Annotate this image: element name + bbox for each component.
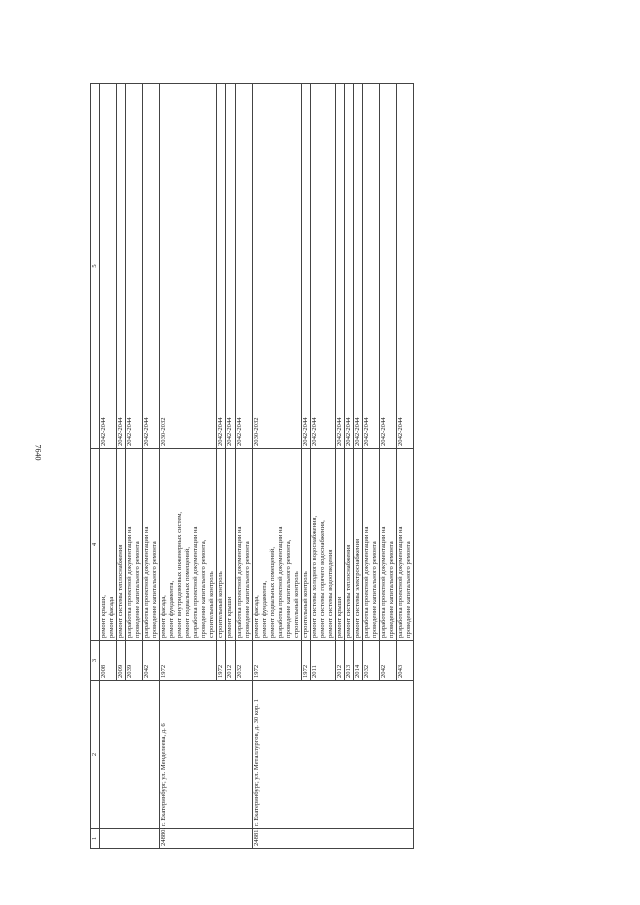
planned-period: 2042-2044 <box>353 84 362 449</box>
work-line: ремонт системы электроснабжения <box>353 538 361 638</box>
work-types <box>217 449 226 641</box>
work-line: проведение капитального ремонта <box>134 541 142 638</box>
work-line: строительный контроль <box>292 571 300 638</box>
work-line: проведение капитального ремонта <box>371 541 378 638</box>
planned-period: 2042-2044 <box>380 84 397 449</box>
work-line: разработка проектной документации на <box>143 526 151 638</box>
work-line: строительный контроль <box>208 571 216 638</box>
planned-period: 2030-2032 <box>252 84 301 449</box>
work-types <box>310 449 335 641</box>
work-types <box>143 449 160 641</box>
work-line: разработка проектной документации на <box>276 526 284 638</box>
construction-year: 2012 <box>226 641 235 681</box>
work-line: ремонт фундамента, <box>260 580 268 638</box>
table-row <box>160 84 217 849</box>
repair-schedule-table <box>90 83 414 849</box>
construction-year: 1972 <box>160 641 217 681</box>
construction-year: 2039 <box>126 641 143 681</box>
work-line: строительный контроль <box>301 571 309 638</box>
construction-year: 2013 <box>344 641 353 681</box>
planned-period: 2042-2044 <box>126 84 143 449</box>
construction-year: 2008 <box>100 641 117 681</box>
work-types <box>160 449 217 641</box>
entry-address: г. Екатеринбург, ул. Менделеева, д. 6 <box>160 681 252 829</box>
construction-year: 2043 <box>397 641 414 681</box>
work-line: проведение капитального ремонта <box>151 541 159 638</box>
work-line: проведение капитального ремонта <box>405 541 413 638</box>
header-col-4: 4 <box>91 449 100 641</box>
table-row <box>100 84 117 849</box>
work-line: разработка проектной документации на <box>397 526 405 638</box>
work-line: разработка проектной документации на <box>235 526 243 638</box>
entry-number: 24881. <box>252 829 414 849</box>
work-line: ремонт подвальных помещений, <box>184 547 192 638</box>
work-line: ремонт внутридомовых инженерных систем, <box>176 511 184 638</box>
planned-period: 2042-2044 <box>397 84 414 449</box>
work-types <box>344 449 353 641</box>
construction-year: 1972 <box>217 641 226 681</box>
header-col-3: 3 <box>91 641 100 681</box>
header-col-1: 1 <box>91 829 100 849</box>
work-types <box>126 449 143 641</box>
planned-period: 2042-2044 <box>301 84 310 449</box>
work-line: разработка проектной документации на <box>380 526 388 638</box>
work-types <box>226 449 235 641</box>
entry-number <box>100 829 160 849</box>
work-line: разработка проектной документации на <box>192 526 200 638</box>
planned-period: 2042-2044 <box>235 84 252 449</box>
table-header-row <box>91 84 100 849</box>
entry-address <box>100 681 160 829</box>
entry-address: г. Екатеринбург, ул. Металлургов, д. 30 кор. 1 <box>252 681 414 829</box>
rotated-page <box>90 84 553 849</box>
work-types <box>100 449 117 641</box>
work-line: ремонт крыши <box>335 596 343 638</box>
planned-period: 2042-2044 <box>362 84 379 449</box>
work-line: ремонт фасада <box>108 596 116 638</box>
work-line: ремонт фундамента, <box>168 580 176 638</box>
work-types <box>301 449 310 641</box>
work-line: ремонт системы водоотведения <box>326 549 334 638</box>
work-line: строительный контроль <box>217 571 225 638</box>
work-line: ремонт крыши <box>226 596 234 638</box>
work-types <box>380 449 397 641</box>
work-line: ремонт фасада, <box>252 595 260 638</box>
planned-period: 2042-2044 <box>226 84 235 449</box>
construction-year: 2012 <box>335 641 344 681</box>
work-line: ремонт системы теплоснабжения <box>117 544 125 638</box>
work-line: ремонт фасада, <box>160 595 168 638</box>
work-line: ремонт крыши, <box>100 595 107 638</box>
planned-period: 2042-2044 <box>310 84 335 449</box>
construction-year: 1972 <box>252 641 301 681</box>
construction-year: 2042 <box>380 641 397 681</box>
work-line: разработка проектной документации на <box>362 526 370 638</box>
construction-year: 2009 <box>117 641 126 681</box>
work-line: проведение капитального ремонта <box>388 541 396 638</box>
table-body <box>100 84 414 849</box>
work-line: проведение капитального ремонта <box>243 541 251 638</box>
work-line: проведение капитального ремонта, <box>200 539 208 638</box>
planned-period: 2042-2044 <box>117 84 126 449</box>
entry-number: 24880. <box>160 829 252 849</box>
planned-period: 2042-2044 <box>335 84 344 449</box>
planned-period: 2042-2044 <box>344 84 353 449</box>
planned-period: 2042-2044 <box>217 84 226 449</box>
work-line: ремонт системы горячего водоснабжения, <box>318 520 326 638</box>
header-col-5: 5 <box>91 84 100 449</box>
work-line: ремонт подвальных помещений, <box>268 547 276 638</box>
work-types <box>353 449 362 641</box>
header-col-2: 2 <box>91 681 100 829</box>
construction-year: 2042 <box>143 641 160 681</box>
planned-period: 2042-2044 <box>100 84 117 449</box>
work-line: ремонт системы холодного водоснабжения, <box>310 515 318 638</box>
construction-year: 2032 <box>235 641 252 681</box>
work-types <box>362 449 379 641</box>
planned-period: 2030-2032 <box>160 84 217 449</box>
work-types <box>235 449 252 641</box>
work-types <box>397 449 414 641</box>
work-types <box>335 449 344 641</box>
page-number: 7640 <box>33 444 43 461</box>
planned-period: 2042-2044 <box>143 84 160 449</box>
work-types <box>117 449 126 641</box>
construction-year: 2032 <box>362 641 379 681</box>
work-line: проведение капитального ремонта, <box>284 539 292 638</box>
construction-year: 2011 <box>310 641 335 681</box>
work-line: разработка проектной документации на <box>126 526 134 638</box>
table-row <box>252 84 301 849</box>
work-line: ремонт системы теплоснабжения <box>344 544 352 638</box>
construction-year: 2014 <box>353 641 362 681</box>
work-types <box>252 449 301 641</box>
construction-year: 1972 <box>301 641 310 681</box>
